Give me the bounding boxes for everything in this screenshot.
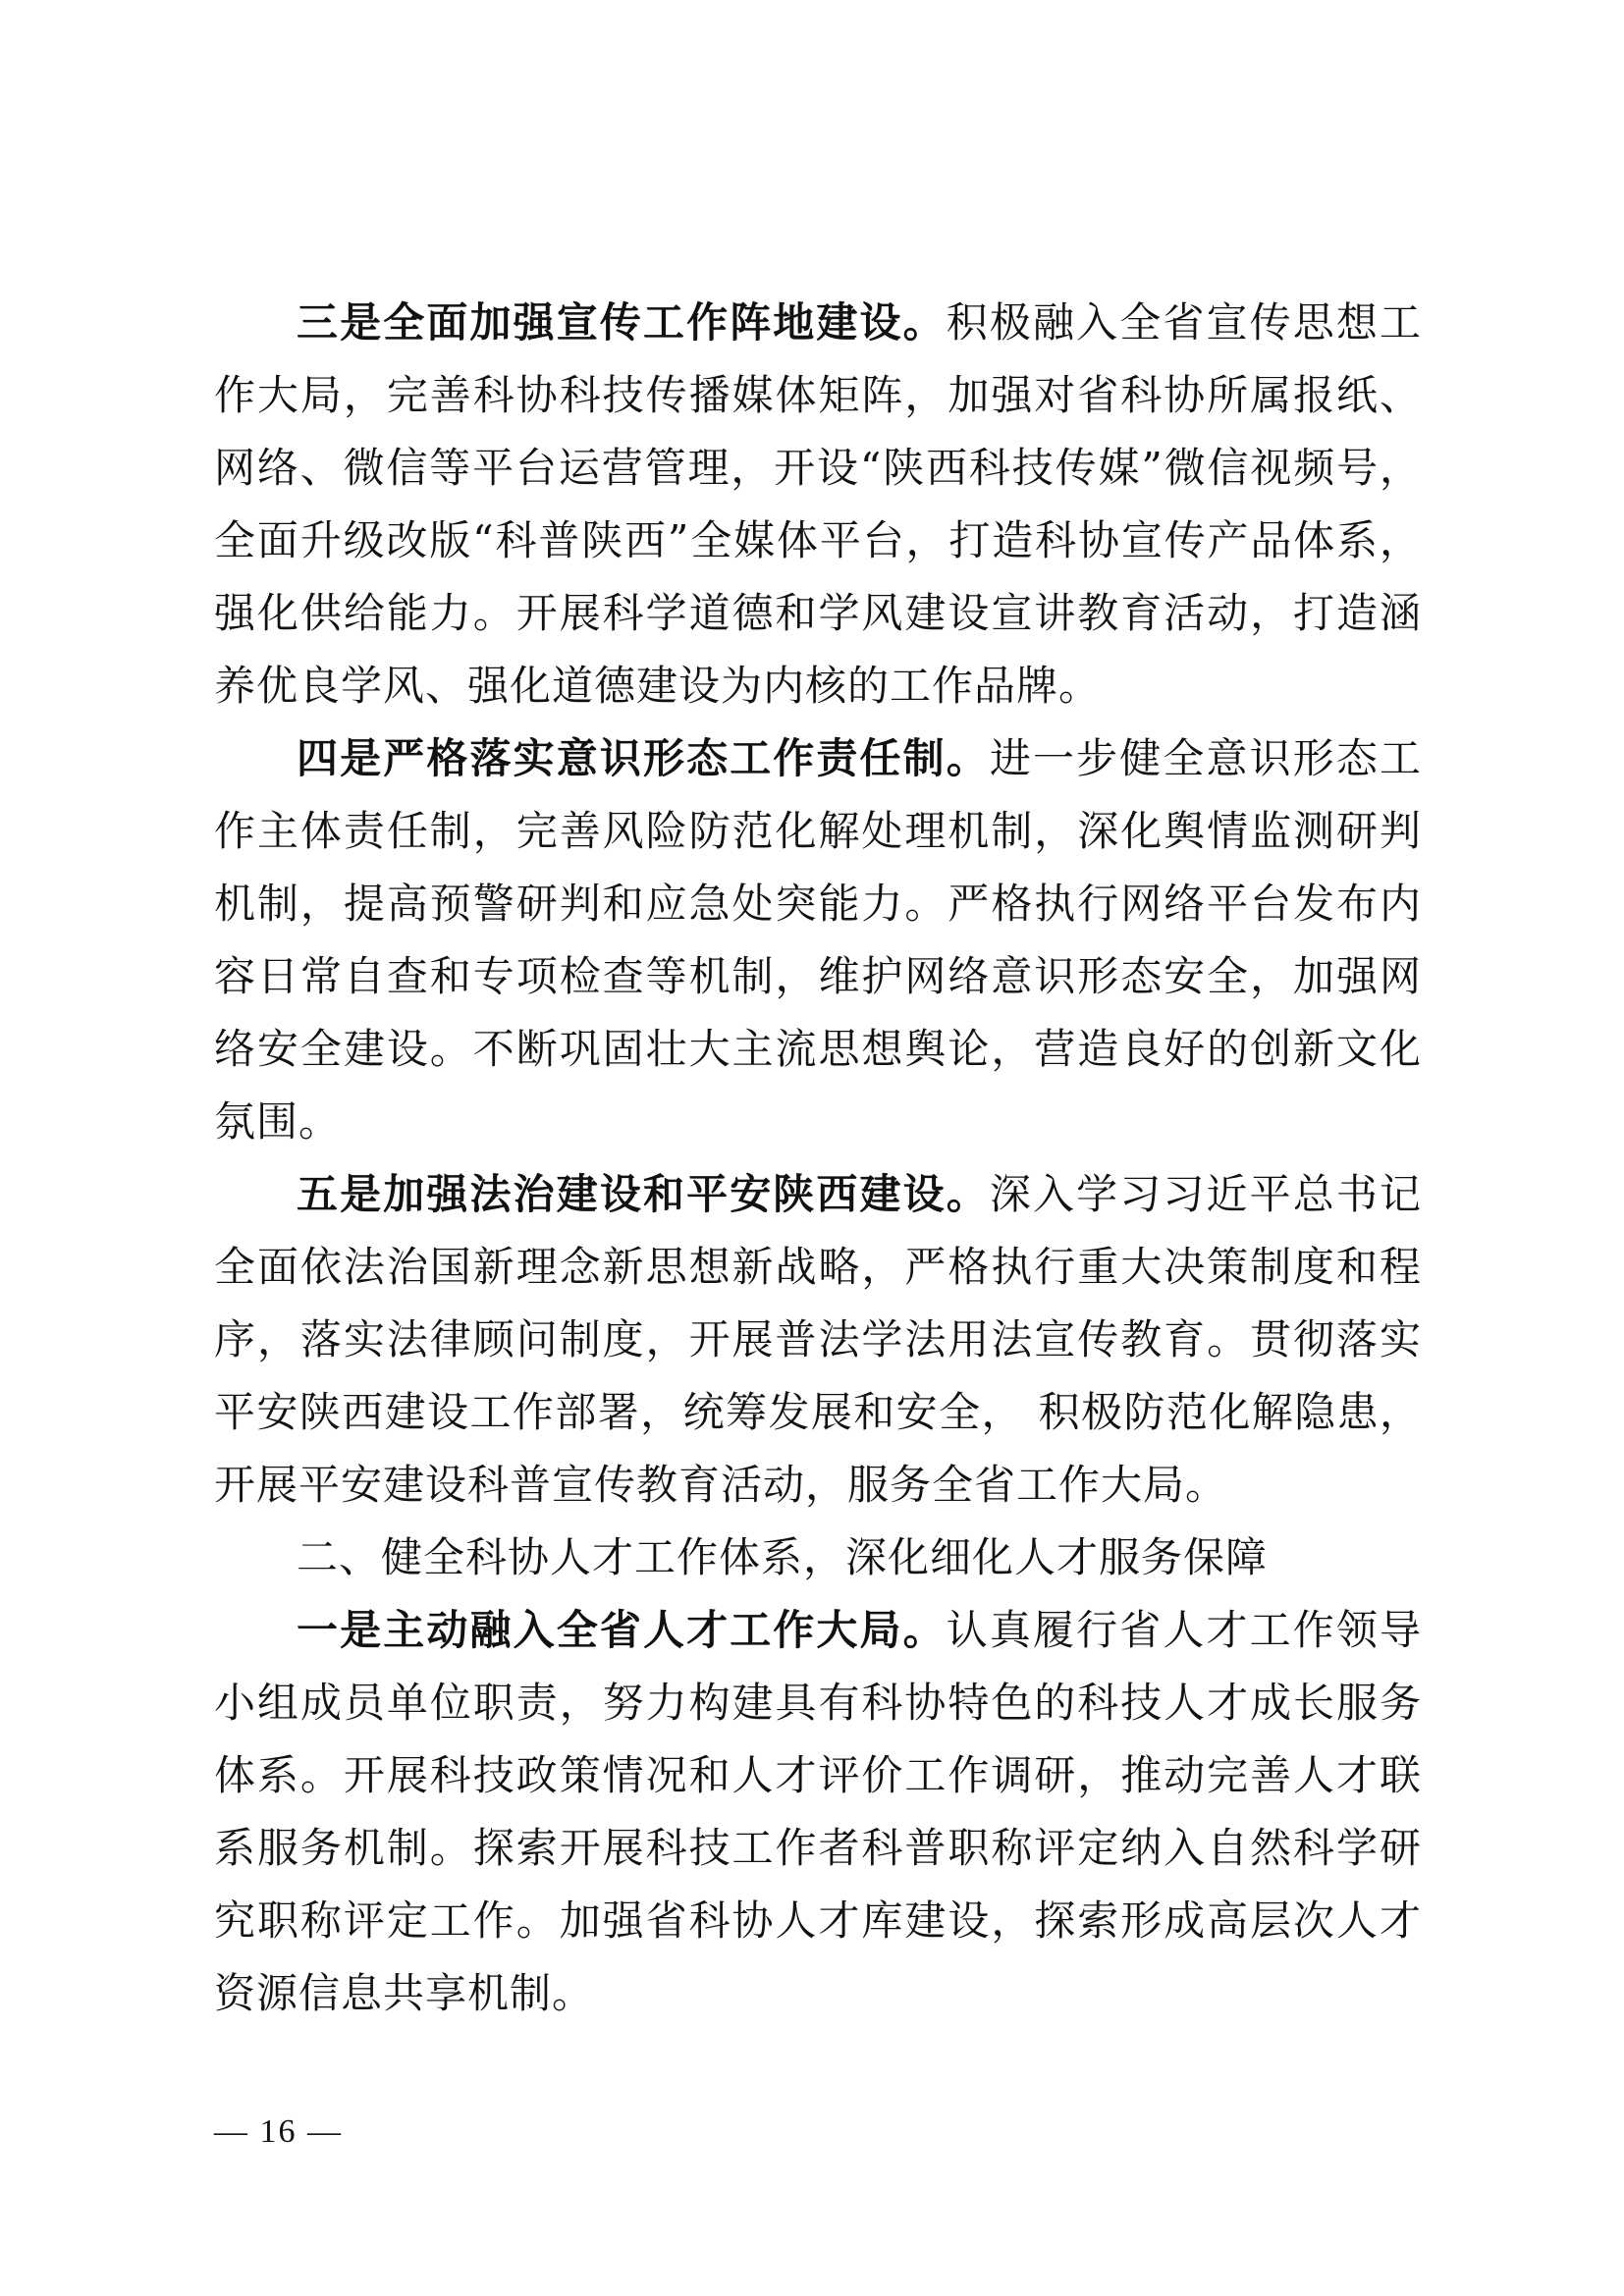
paragraph-lead: 四是严格落实意识形态工作责任制。 — [297, 734, 990, 782]
paragraph-lead: 五是加强法治建设和平安陕西建设。 — [297, 1170, 990, 1218]
paragraph-lead: 一是主动融入全省人才工作大局。 — [297, 1606, 947, 1654]
paragraph-text: 进一步健全意识形态工作主体责任制，完善风险防范化解处理机制，深化舆情监测研判机制，提高预警研判和应急处突能力。严格执行网络平台发布内容日常自查和专项检查等机制，维护网络意识形态安全，加强网络安全建设。不断巩固壮大主流思想舆论，营造良好的创新文化氛围。 — [214, 734, 1422, 1146]
body-text — [214, 287, 1422, 2030]
paragraph-text: 认真履行省人才工作领导小组成员单位职责，努力构建具有科协特色的科技人才成长服务体系。开展科技政策情况和人才评价工作调研，推动完善人才联系服务机制。探索开展科技工作者科普职称评定纳入自然科学研究职称评定工作。加强省科协人才库建设，探索形成高层次人才资源信息共享机制。 — [214, 1606, 1422, 2017]
paragraph-lead: 三是全面加强宣传工作阵地建设。 — [297, 298, 947, 347]
page-number: — 16 — — [214, 2113, 343, 2150]
paragraph-ideology-responsibility — [214, 722, 1422, 1158]
paragraph-rule-of-law — [214, 1158, 1422, 1522]
paragraph-publicity-positions — [214, 287, 1422, 722]
paragraph-text: 积极融入全省宣传思想工作大局，完善科协科技传播媒体矩阵，加强对省科协所属报纸、网络、微信等平台运营管理，开设“陕西科技传媒”微信视频号，全面升级改版“科普陕西”全媒体平台，打造科协宣传产品体系，强化供给能力。开展科学道德和学风建设宣讲教育活动，打造涵养优良学风、强化道德建设为内核的工作品牌。 — [214, 298, 1422, 710]
paragraph-talent-work — [214, 1594, 1422, 2030]
paragraph-text: 深入学习习近平总书记全面依法治国新理念新思想新战略，严格执行重大决策制度和程序，落实法律顾问制度，开展普法学法用法宣传教育。贯彻落实平安陕西建设工作部署，统筹发展和安全， 积极防范化解隐患，开展平安建设科普宣传教育活动，服务全省工作大局。 — [214, 1170, 1422, 1509]
section-heading: 二、健全科协人才工作体系，深化细化人才服务保障 — [297, 1533, 1269, 1581]
